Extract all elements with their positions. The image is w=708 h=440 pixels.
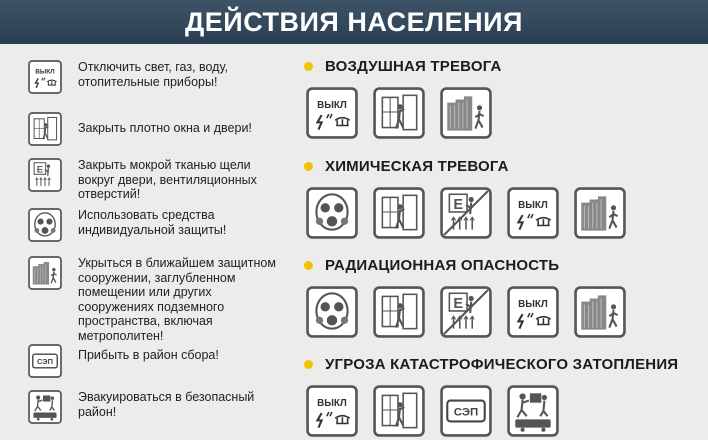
section-icons [306,187,641,239]
icon-off-label: ВЫКЛ [518,298,548,310]
power-off-icon [507,286,559,338]
section-icon [440,187,492,239]
power-off-icon [507,187,559,239]
section-icon [574,286,626,338]
section-icon [507,187,559,239]
section-title: ВОЗДУШНАЯ ТРЕВОГА [325,57,502,75]
instruction-item [28,60,288,94]
shelter-icon [28,256,62,290]
gas-mask-icon [28,208,62,242]
instruction-item [28,208,288,242]
close-window-door-icon [373,286,425,338]
seal-gaps-crossed-icon [440,286,492,338]
section-icon [507,286,559,338]
section-icons [306,385,574,437]
section-icon [574,187,626,239]
section-icon [440,87,492,139]
evacuate-icon [28,390,62,424]
instruction-text: Использовать средства индивидуальной защиты! [78,208,227,237]
seal-gaps-icon [28,158,62,192]
section-icon [306,286,358,338]
section-icon [306,187,358,239]
power-off-icon [306,87,358,139]
shelter-icon [574,286,626,338]
instruction-text: Закрыть плотно окна и двери! [78,121,252,135]
shelter-icon [574,187,626,239]
instruction-item [28,256,288,343]
evacuate-icon [507,385,559,437]
instruction-item [28,112,252,146]
close-window-door-icon [373,385,425,437]
icon-off-label: ВЫКЛ [317,99,347,111]
instruction-text: Эвакуироваться в безопасный район! [78,390,255,419]
section-icon [306,385,358,437]
svg-text:E: E [453,196,464,213]
section-icon [507,385,559,437]
close-window-door-icon [373,187,425,239]
power-off-icon [306,385,358,437]
instruction-text: Закрыть мокрой тканью щели вокруг двери, вентиляционных отверстий! [78,158,257,201]
section-icon [440,385,492,437]
gas-mask-icon [306,286,358,338]
icon-off-label: ВЫКЛ [317,397,347,409]
section-icon [373,187,425,239]
svg-text:E: E [453,295,464,312]
bullet-dot [304,162,313,171]
power-off-icon [28,60,62,94]
page-title: ДЕЙСТВИЯ НАСЕЛЕНИЯ [0,0,708,44]
section-icon [373,286,425,338]
sep-icon [440,385,492,437]
section-icon [306,87,358,139]
section-title: УГРОЗА КАТАСТРОФИЧЕСКОГО ЗАТОПЛЕНИЯ [325,355,679,373]
svg-text:E: E [36,164,44,176]
icon-sep-label: СЭП [37,357,53,367]
section-icon [440,286,492,338]
close-window-door-icon [28,112,62,146]
seal-gaps-crossed-icon [440,187,492,239]
section-air-raid [300,55,700,111]
section-radiation [300,254,700,312]
icon-sep-label: СЭП [453,406,479,419]
instruction-text: Прибыть в район сбора! [78,348,219,362]
sep-icon [28,344,62,378]
icon-off-label: ВЫКЛ [518,199,548,211]
close-window-door-icon [373,87,425,139]
instruction-item [28,390,288,424]
instruction-text: Отключить свет, газ, воду, отопительные приборы! [78,60,228,89]
bullet-dot [304,261,313,270]
section-title: ХИМИЧЕСКАЯ ТРЕВОГА [325,157,509,175]
section-icons [306,286,641,338]
instruction-item [28,344,219,378]
gas-mask-icon [306,187,358,239]
instruction-text: Укрыться в ближайшем защитном сооружении, заглубленном помещении или других сооружениях подземного пространства, включая метрополитен! [78,256,276,343]
section-icon [373,87,425,139]
section-chemical [300,155,700,213]
section-flood [300,353,700,419]
section-icon [373,385,425,437]
bullet-dot [304,360,313,369]
shelter-icon [440,87,492,139]
section-title: РАДИАЦИОННАЯ ОПАСНОСТЬ [325,256,560,274]
instruction-item [28,158,288,202]
bullet-dot [304,62,313,71]
section-icons [306,87,507,139]
icon-off-label: ВЫКЛ [35,68,55,76]
